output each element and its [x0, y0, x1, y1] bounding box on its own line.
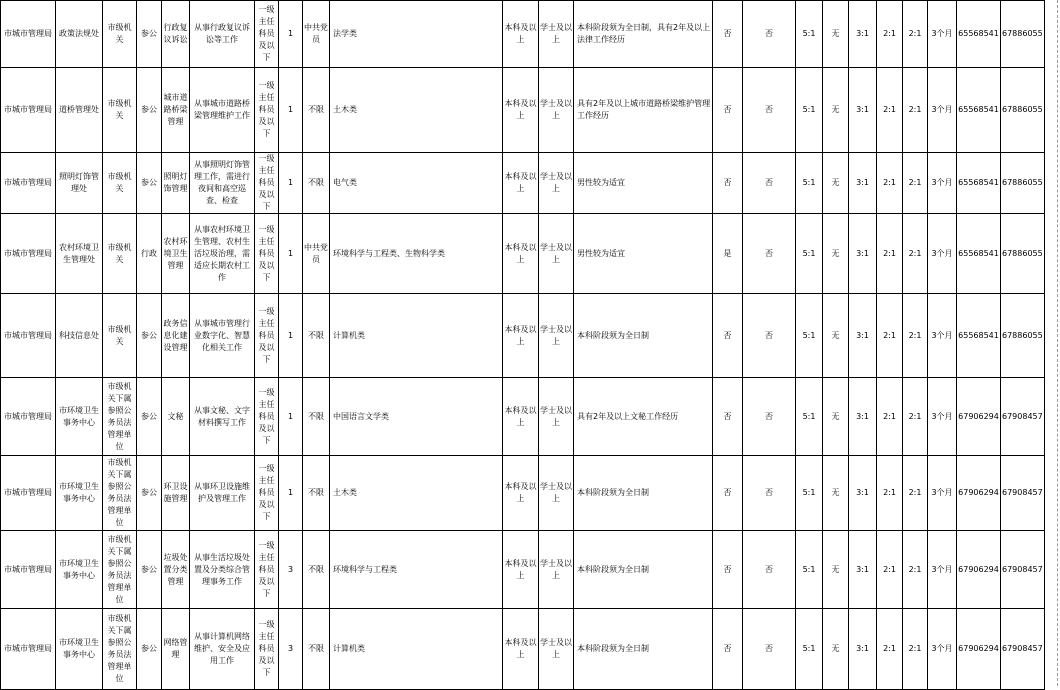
cell-probation: 3个月 [928, 378, 957, 456]
cell-probation: 3个月 [928, 531, 957, 609]
cell-test-ratio: 2:1 [877, 456, 903, 531]
cell-major: 环境科学与工程类 [330, 531, 503, 609]
cell-written-ratio: 3:1 [849, 609, 877, 690]
cell-written-ratio: 3:1 [849, 1, 877, 68]
cell-cutoff: 无 [823, 456, 849, 531]
cell-interview-ratio: 5:1 [796, 153, 823, 214]
cell-unit-level: 市级机关下属参照公务员法管理单位 [103, 378, 137, 456]
cell-interview-ratio: 5:1 [796, 1, 823, 68]
cell-grassroots-flag: 否 [743, 68, 796, 153]
cell-position-name: 网络管理 [162, 609, 190, 690]
cell-phone-2: 67886055 [1001, 68, 1045, 153]
cell-education: 本科及以上 [503, 531, 539, 609]
cell-rank: 一级主任科员及以下 [255, 294, 279, 378]
cell-staff-type: 参公 [137, 378, 162, 456]
cell-other-requirements: 本科阶段须为全日制 [574, 609, 713, 690]
cell-position-name: 政务信息化建设管理 [162, 294, 190, 378]
cell-political-status: 不限 [303, 456, 330, 531]
cell-rank: 一级主任科员及以下 [255, 1, 279, 68]
cell-job-duties: 从事计算机网络维护、安全及应用工作 [190, 609, 255, 690]
cell-cutoff: 无 [823, 1, 849, 68]
cell-political-status: 中共党员 [303, 214, 330, 294]
cell-education: 本科及以上 [503, 68, 539, 153]
cell-phone-2: 67908457 [1001, 378, 1045, 456]
cell-other-requirements: 本科阶段须为全日制 [574, 294, 713, 378]
cell-department: 市城市管理局 [1, 609, 56, 690]
cell-interview-ratio: 5:1 [796, 609, 823, 690]
cell-rank: 一级主任科员及以下 [255, 153, 279, 214]
cell-staff-type: 参公 [137, 456, 162, 531]
cell-written-ratio: 3:1 [849, 456, 877, 531]
cell-exam-ratio: 2:1 [903, 378, 928, 456]
table-row [1, 609, 1045, 690]
cell-exam-ratio: 2:1 [903, 609, 928, 690]
cell-headcount: 1 [279, 378, 303, 456]
cell-phone-1: 65568541 [957, 1, 1001, 68]
table-row [1, 68, 1045, 153]
cell-office: 市环境卫生事务中心 [56, 609, 103, 690]
cell-department: 市城市管理局 [1, 214, 56, 294]
cell-office: 照明灯饰管理处 [56, 153, 103, 214]
cell-phone-2: 67886055 [1001, 153, 1045, 214]
cell-department: 市城市管理局 [1, 531, 56, 609]
cell-political-status: 不限 [303, 294, 330, 378]
cell-phone-1: 67906294 [957, 456, 1001, 531]
cell-staff-type: 参公 [137, 294, 162, 378]
cell-grassroots-flag: 否 [743, 609, 796, 690]
cell-staff-type: 行政 [137, 214, 162, 294]
cell-education: 本科及以上 [503, 609, 539, 690]
cell-headcount: 1 [279, 153, 303, 214]
cell-other-requirements: 男性较为适宜 [574, 153, 713, 214]
cell-job-duties: 从事文秘、文字材料撰写工作 [190, 378, 255, 456]
cell-education: 本科及以上 [503, 378, 539, 456]
cell-degree: 学士及以上 [539, 68, 574, 153]
cell-position-name: 文秘 [162, 378, 190, 456]
cell-political-status: 不限 [303, 609, 330, 690]
cell-other-requirements: 本科阶段须为全日制 [574, 456, 713, 531]
cell-rank: 一级主任科员及以下 [255, 378, 279, 456]
cell-phone-1: 65568541 [957, 294, 1001, 378]
cell-probation: 3个月 [928, 68, 957, 153]
table-row [1, 378, 1045, 456]
cell-major: 土木类 [330, 68, 503, 153]
cell-test-ratio: 2:1 [877, 68, 903, 153]
cell-cutoff: 无 [823, 153, 849, 214]
cell-staff-type: 参公 [137, 531, 162, 609]
table-row [1, 153, 1045, 214]
cell-rank: 一级主任科员及以下 [255, 531, 279, 609]
cell-exam-flag: 否 [713, 456, 743, 531]
cell-grassroots-flag: 否 [743, 531, 796, 609]
cell-political-status: 不限 [303, 378, 330, 456]
cell-interview-ratio: 5:1 [796, 68, 823, 153]
cell-position-name: 照明灯饰管理 [162, 153, 190, 214]
cell-written-ratio: 3:1 [849, 294, 877, 378]
cell-grassroots-flag: 否 [743, 1, 796, 68]
table-row [1, 1, 1045, 68]
cell-department: 市城市管理局 [1, 294, 56, 378]
cell-exam-ratio: 2:1 [903, 68, 928, 153]
cell-test-ratio: 2:1 [877, 531, 903, 609]
cell-other-requirements: 具有2年及以上文秘工作经历 [574, 378, 713, 456]
table-row [1, 456, 1045, 531]
cell-job-duties: 从事照明灯饰管理工作，需进行夜间和高空巡查、检查 [190, 153, 255, 214]
cell-probation: 3个月 [928, 214, 957, 294]
cell-exam-ratio: 2:1 [903, 1, 928, 68]
cell-headcount: 3 [279, 609, 303, 690]
cell-exam-ratio: 2:1 [903, 153, 928, 214]
cell-grassroots-flag: 否 [743, 294, 796, 378]
cell-exam-flag: 否 [713, 68, 743, 153]
cell-exam-ratio: 2:1 [903, 456, 928, 531]
cell-rank: 一级主任科员及以下 [255, 456, 279, 531]
cell-grassroots-flag: 否 [743, 214, 796, 294]
cell-degree: 学士及以上 [539, 531, 574, 609]
cell-degree: 学士及以上 [539, 456, 574, 531]
cell-exam-flag: 否 [713, 609, 743, 690]
cell-grassroots-flag: 否 [743, 153, 796, 214]
table-row [1, 531, 1045, 609]
cell-written-ratio: 3:1 [849, 153, 877, 214]
cell-other-requirements: 本科阶段须为全日制，具有2年及以上法律工作经历 [574, 1, 713, 68]
cell-exam-ratio: 2:1 [903, 531, 928, 609]
cell-job-duties: 从事城市道路桥梁管理维护工作 [190, 68, 255, 153]
cell-cutoff: 无 [823, 214, 849, 294]
cell-exam-flag: 是 [713, 214, 743, 294]
cell-political-status: 中共党员 [303, 1, 330, 68]
cell-major: 中国语言文学类 [330, 378, 503, 456]
cell-probation: 3个月 [928, 1, 957, 68]
cell-office: 科技信息处 [56, 294, 103, 378]
cell-written-ratio: 3:1 [849, 68, 877, 153]
cell-unit-level: 市级机关下属参照公务员法管理单位 [103, 531, 137, 609]
cell-headcount: 1 [279, 294, 303, 378]
cell-rank: 一级主任科员及以下 [255, 609, 279, 690]
cell-education: 本科及以上 [503, 456, 539, 531]
cell-major: 环境科学与工程类、生物科学类 [330, 214, 503, 294]
cell-education: 本科及以上 [503, 294, 539, 378]
cell-major: 计算机类 [330, 609, 503, 690]
cell-department: 市城市管理局 [1, 68, 56, 153]
cell-degree: 学士及以上 [539, 294, 574, 378]
cell-unit-level: 市级机关下属参照公务员法管理单位 [103, 456, 137, 531]
cell-headcount: 1 [279, 1, 303, 68]
cell-exam-ratio: 2:1 [903, 214, 928, 294]
cell-exam-flag: 否 [713, 378, 743, 456]
cell-office: 农村环境卫生管理处 [56, 214, 103, 294]
cell-exam-flag: 否 [713, 531, 743, 609]
cell-education: 本科及以上 [503, 214, 539, 294]
cell-exam-flag: 否 [713, 294, 743, 378]
cell-job-duties: 从事生活垃圾处置及分类综合管理事务工作 [190, 531, 255, 609]
cell-phone-1: 65568541 [957, 214, 1001, 294]
cell-interview-ratio: 5:1 [796, 294, 823, 378]
cell-phone-2: 67886055 [1001, 1, 1045, 68]
cell-other-requirements: 本科阶段须为全日制 [574, 531, 713, 609]
cell-phone-2: 67908457 [1001, 609, 1045, 690]
sheet-grid-edge [1057, 0, 1058, 686]
cell-cutoff: 无 [823, 294, 849, 378]
cell-job-duties: 从事农村环境卫生管理、农村生活垃圾治理，需适应长期农村工作 [190, 214, 255, 294]
table-row [1, 214, 1045, 294]
cell-phone-1: 65568541 [957, 68, 1001, 153]
cell-probation: 3个月 [928, 294, 957, 378]
cell-major: 电气类 [330, 153, 503, 214]
cell-other-requirements: 男性较为适宜 [574, 214, 713, 294]
cell-phone-2: 67908457 [1001, 531, 1045, 609]
cell-department: 市城市管理局 [1, 153, 56, 214]
cell-phone-1: 65568541 [957, 153, 1001, 214]
cell-probation: 3个月 [928, 456, 957, 531]
cell-department: 市城市管理局 [1, 1, 56, 68]
cell-headcount: 1 [279, 214, 303, 294]
cell-degree: 学士及以上 [539, 609, 574, 690]
cell-position-name: 农村环境卫生管理 [162, 214, 190, 294]
cell-department: 市城市管理局 [1, 378, 56, 456]
cell-staff-type: 参公 [137, 609, 162, 690]
cell-staff-type: 参公 [137, 153, 162, 214]
cell-test-ratio: 2:1 [877, 294, 903, 378]
cell-grassroots-flag: 否 [743, 378, 796, 456]
cell-office: 道桥管理处 [56, 68, 103, 153]
cell-probation: 3个月 [928, 609, 957, 690]
cell-job-duties: 从事城市管理行业数字化、智慧化相关工作 [190, 294, 255, 378]
cell-rank: 一级主任科员及以下 [255, 68, 279, 153]
cell-political-status: 不限 [303, 68, 330, 153]
cell-department: 市城市管理局 [1, 456, 56, 531]
cell-position-name: 环卫设施管理 [162, 456, 190, 531]
cell-written-ratio: 3:1 [849, 214, 877, 294]
cell-phone-2: 67886055 [1001, 294, 1045, 378]
cell-interview-ratio: 5:1 [796, 456, 823, 531]
cell-office: 市环境卫生事务中心 [56, 378, 103, 456]
cell-unit-level: 市级机关 [103, 153, 137, 214]
cell-major: 计算机类 [330, 294, 503, 378]
cell-cutoff: 无 [823, 531, 849, 609]
cell-test-ratio: 2:1 [877, 1, 903, 68]
cell-phone-2: 67886055 [1001, 214, 1045, 294]
cell-political-status: 不限 [303, 153, 330, 214]
cell-degree: 学士及以上 [539, 214, 574, 294]
cell-job-duties: 从事环卫设施维护及管理工作 [190, 456, 255, 531]
cell-office: 市环境卫生事务中心 [56, 456, 103, 531]
cell-phone-1: 67906294 [957, 531, 1001, 609]
cell-unit-level: 市级机关下属参照公务员法管理单位 [103, 609, 137, 690]
cell-rank: 一级主任科员及以下 [255, 214, 279, 294]
cell-headcount: 3 [279, 531, 303, 609]
cell-test-ratio: 2:1 [877, 214, 903, 294]
cell-position-name: 垃圾处置分类管理 [162, 531, 190, 609]
cell-degree: 学士及以上 [539, 153, 574, 214]
cell-headcount: 1 [279, 68, 303, 153]
cell-education: 本科及以上 [503, 1, 539, 68]
cell-unit-level: 市级机关 [103, 214, 137, 294]
cell-other-requirements: 具有2年及以上城市道路桥梁维护管理工作经历 [574, 68, 713, 153]
cell-position-name: 城市道路桥梁管理 [162, 68, 190, 153]
cell-phone-1: 67906294 [957, 609, 1001, 690]
cell-test-ratio: 2:1 [877, 378, 903, 456]
cell-probation: 3个月 [928, 153, 957, 214]
cell-position-name: 行政复议诉讼 [162, 1, 190, 68]
cell-interview-ratio: 5:1 [796, 531, 823, 609]
cell-job-duties: 从事行政复议诉讼等工作 [190, 1, 255, 68]
cell-interview-ratio: 5:1 [796, 214, 823, 294]
cell-written-ratio: 3:1 [849, 378, 877, 456]
cell-major: 法学类 [330, 1, 503, 68]
cell-degree: 学士及以上 [539, 378, 574, 456]
cell-unit-level: 市级机关 [103, 1, 137, 68]
cell-exam-flag: 否 [713, 1, 743, 68]
cell-degree: 学士及以上 [539, 1, 574, 68]
cell-office: 市环境卫生事务中心 [56, 531, 103, 609]
cell-unit-level: 市级机关 [103, 68, 137, 153]
cell-major: 土木类 [330, 456, 503, 531]
table-row [1, 294, 1045, 378]
cell-test-ratio: 2:1 [877, 153, 903, 214]
cell-phone-2: 67908457 [1001, 456, 1045, 531]
cell-staff-type: 参公 [137, 1, 162, 68]
cell-staff-type: 参公 [137, 68, 162, 153]
cell-cutoff: 无 [823, 609, 849, 690]
cell-test-ratio: 2:1 [877, 609, 903, 690]
cell-cutoff: 无 [823, 68, 849, 153]
cell-office: 政策法规处 [56, 1, 103, 68]
cell-cutoff: 无 [823, 378, 849, 456]
cell-education: 本科及以上 [503, 153, 539, 214]
cell-interview-ratio: 5:1 [796, 378, 823, 456]
cell-phone-1: 67906294 [957, 378, 1001, 456]
cell-headcount: 1 [279, 456, 303, 531]
cell-written-ratio: 3:1 [849, 531, 877, 609]
cell-unit-level: 市级机关 [103, 294, 137, 378]
cell-grassroots-flag: 否 [743, 456, 796, 531]
table-body [1, 1, 1045, 690]
cell-exam-ratio: 2:1 [903, 294, 928, 378]
cell-exam-flag: 否 [713, 153, 743, 214]
cell-political-status: 不限 [303, 531, 330, 609]
